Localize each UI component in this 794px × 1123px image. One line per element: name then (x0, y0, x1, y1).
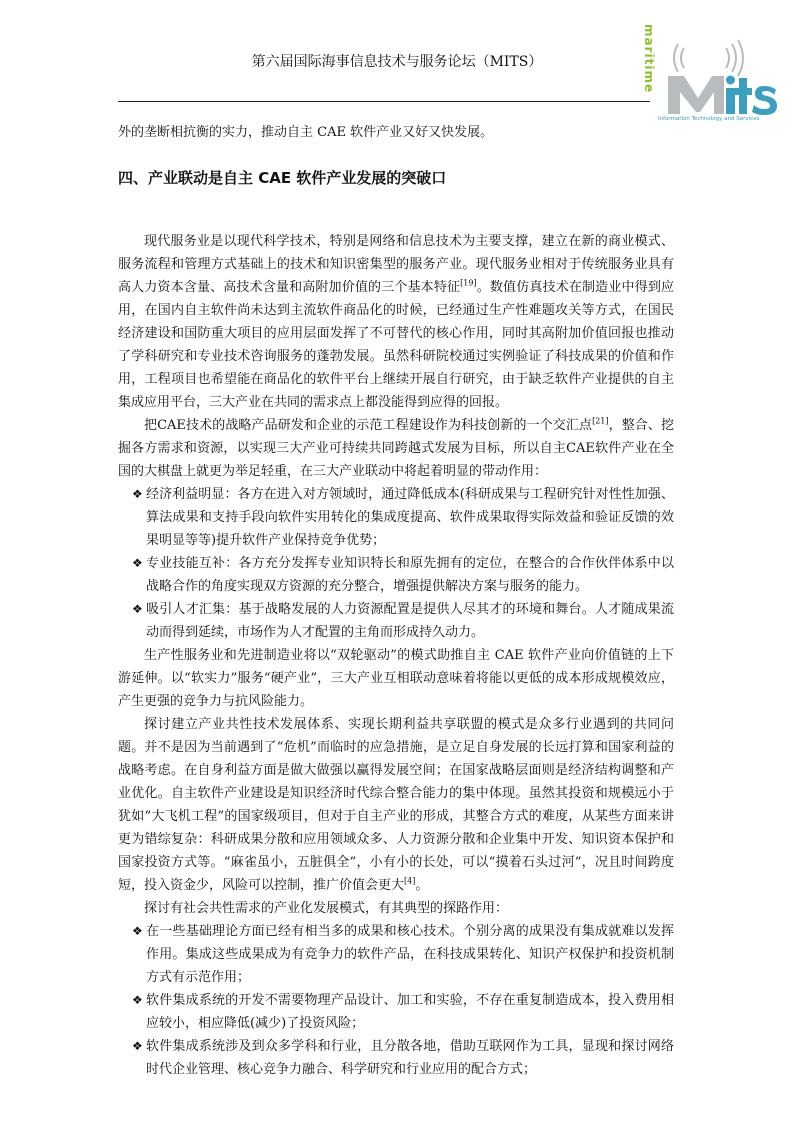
diamond-bullet-icon: ❖ (132, 602, 143, 616)
logo-side-text: maritime (642, 24, 656, 94)
running-header-title: 第六届国际海事信息技术与服务论坛（MITS） (251, 54, 543, 70)
bullet-item (118, 598, 674, 644)
bullet-text: 在一些基础理论方面已经有相当多的成果和核心技术。个别分离的成果没有集成就难以发挥作用。集成这些成果成为有竞争力的软件产品，在科技成果转化、知识产权保护和投资机制方式有示范作用； (146, 924, 674, 985)
bullet-item (118, 483, 674, 552)
paragraph-text: ，整合、挖掘各方需求和资源，以实现三大产业可持续共同跨越式发展为目标，所以自主CAE软件产业在全国的大棋盘上就更为举足轻重，在三大产业联动中将起着明显的带动作用： (118, 418, 674, 479)
paragraph-text: 现代服务业是以现代科学技术，特别是网络和信息技术为主要支撑，建立在新的商业模式、服务流程和管理方式基础上的技术和知识密集型的服务产业。现代服务业相对于传统服务业具有高人力资本含量、高技术含量和高附加价值的三个基本特征 (118, 234, 674, 295)
paragraph-cae-strategy (118, 414, 674, 483)
bullet-item (118, 552, 674, 598)
diamond-bullet-icon: ❖ (132, 924, 143, 938)
bullet-item (118, 1035, 674, 1081)
paragraph-text: 。数值仿真技术在制造业中得到应用，在国内自主软件尚未达到主流软件商品化的时候，已经通过生产性难题攻关等方式，在国民经济建设和国防重大项目的应用层面发挥了不可替代的核心作用，同时其高附加价值回报也推动了学科研究和专业技术咨询服务的蓬勃发展。虽然科研院校通过实例验证了科技成果的价值和作用，工程项目也希望能在商品化的软件平台上继续开展自行研究，由于缺乏软件产业提供的自主集成应用平台，三大产业在共同的需求点上都没能得到应得的回报。 (118, 280, 674, 410)
diamond-bullet-icon: ❖ (132, 993, 143, 1007)
citation-19: [19] (460, 278, 477, 288)
paragraph-pathfinding: 探讨有社会共性需求的产业化发展模式，有其典型的探路作用： (144, 901, 509, 916)
paragraph-text: 。 (415, 878, 429, 893)
bullet-item (118, 920, 674, 989)
continued-paragraph: 外的垄断相抗衡的实力，推动自主 CAE 软件产业又好又快发展。 (118, 125, 494, 140)
citation-4: [4] (404, 876, 416, 886)
paragraph-dual-drive: 生产性服务业和先进制造业将以“双轮驱动”的模式助推自主 CAE 软件产业向价值链的上下游延伸。以“软实力”服务“硬产业”，三大产业互相联动意味着将能以更低的成本形成规模效应，产生更强的竞争力与抗风险能力。 (118, 648, 674, 709)
citation-21: [21] (592, 416, 609, 426)
bullet-text: 软件集成系统涉及到众多学科和行业，且分散各地，借助互联网作为工具，显现和探讨网络时代企业管理、核心竞争力融合、科学研究和行业应用的配合方式； (146, 1039, 674, 1077)
page-body (118, 121, 674, 1081)
diamond-bullet-icon: ❖ (132, 487, 143, 501)
diamond-bullet-icon: ❖ (132, 1039, 143, 1053)
bullet-text: 经济利益明显：各方在进入对方领域时，通过降低成本(科研成果与工程研究针对性性加强、算法成果和支持手段向软件实用转化的集成度提高、软件成果取得实际效益和验证反馈的效果明显等等)提升软件产业保持竞争优势； (146, 487, 674, 548)
logo-tagline: Information Technology and Services (658, 116, 760, 122)
header-rule (118, 101, 650, 102)
bullet-item (118, 989, 674, 1035)
paragraph-text: 探讨建立产业共性技术发展体系、实现长期利益共享联盟的模式是众多行业遇到的共同问题。并不是因为当前遇到了“危机”而临时的应急措施，是立足自身发展的长远打算和国家利益的战略考虑。在自身利益方面是做大做强以赢得发展空间；在国家战略层面则是经济结构调整和产业优化。自主软件产业建设是知识经济时代综合整合能力的集中体现。虽然其投资和规模远小于犹如“大飞机工程”的国家级项目，但对于自主产业的形成，其整合方式的难度，从某些方面来讲更为错综复杂：科研成果分散和应用领域众多、人力资源分散和企业集中开发、知识资本保护和国家投资方式等。“麻雀虽小，五脏俱全”，小有小的长处，可以“摸着石头过河”，况且时间跨度短，投入资金少，风险可以控制，推广价值会更大 (118, 717, 674, 893)
bullet-text: 软件集成系统的开发不需要物理产品设计、加工和实验，不存在重复制造成本，投入费用相应较小，相应降低(减少)了投资风险； (146, 993, 674, 1031)
paragraph-industry-alliance (118, 713, 674, 897)
mits-logo-mark (662, 18, 778, 118)
bullet-text: 吸引人才汇集：基于战略发展的人力资源配置是提供人尽其才的环境和舞台。人才随成果流动而得到延续，市场作为人才配置的主角而形成持久动力。 (146, 602, 674, 640)
mits-logo (632, 18, 782, 130)
bullet-text: 专业技能互补：各方充分发挥专业知识特长和原先拥有的定位，在整合的合作伙伴体系中以战略合作的角度实现双方资源的充分整合，增强提供解决方案与服务的能力。 (146, 556, 674, 594)
section-heading: 四、产业联动是自主 CAE 软件产业发展的突破口 (118, 169, 447, 187)
paragraph-text: 把CAE技术的战略产品研发和企业的示范工程建设作为科技创新的一个交汇点 (144, 418, 593, 433)
paragraph-modern-services (118, 230, 674, 414)
diamond-bullet-icon: ❖ (132, 556, 143, 570)
